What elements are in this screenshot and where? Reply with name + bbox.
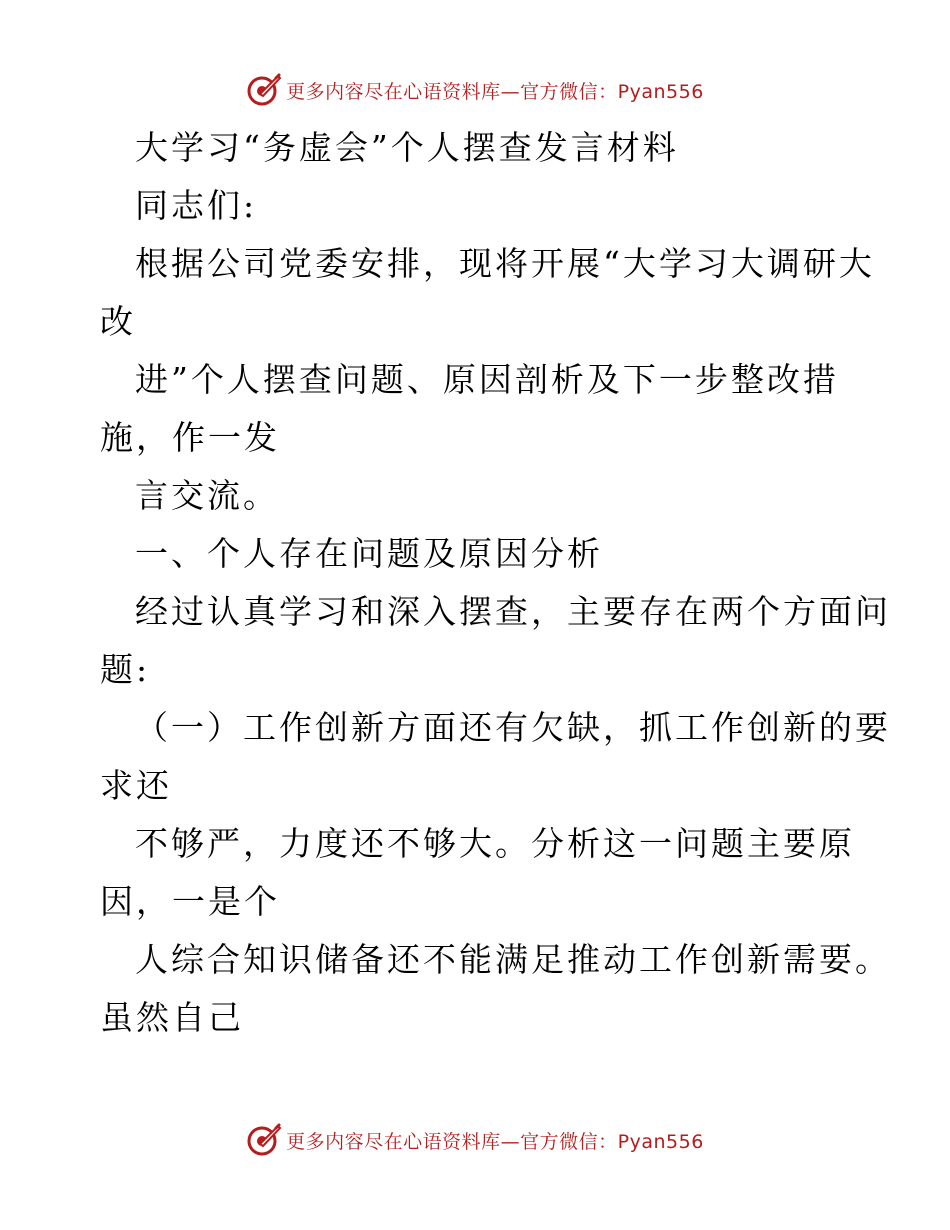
paragraph-line: 不够严，力度还不够大。分析这一问题主要原 [135, 824, 855, 863]
quill-pen-logo-icon [246, 1122, 282, 1158]
watermark-text: 更多内容尽在心语资料库—官方微信：Pyan556 [286, 80, 704, 103]
subsection-heading: （一）工作创新方面还有欠缺，抓工作创新的要 [135, 708, 891, 747]
paragraph-line: 求还 [100, 766, 172, 805]
paragraph-line: 经过认真学习和深入摆查，主要存在两个方面问 [135, 592, 891, 631]
paragraph-line: 题: [100, 650, 151, 689]
paragraph-line: 施，作一发 [100, 418, 280, 457]
paragraph-line: 根据公司党委安排，现将开展“大学习大调研大 [135, 244, 875, 283]
footer-watermark [0, 1120, 950, 1160]
section-heading: 一、个人存在问题及原因分析 [135, 534, 603, 573]
watermark-text: 更多内容尽在心语资料库—官方微信：Pyan556 [286, 1130, 704, 1153]
paragraph-line: 因，一是个 [100, 882, 280, 921]
paragraph-line: 言交流。 [135, 476, 279, 515]
salutation: 同志们: [135, 186, 258, 225]
header-watermark [0, 70, 950, 110]
paragraph-line: 虽然自己 [100, 998, 244, 1037]
quill-pen-logo-icon [246, 72, 282, 108]
paragraph-line: 改 [100, 302, 136, 341]
paragraph-line: 进”个人摆查问题、原因剖析及下一步整改措 [135, 360, 839, 399]
document-title: 大学习“务虚会”个人摆查发言材料 [135, 128, 679, 167]
paragraph-line: 人综合知识储备还不能满足推动工作创新需要。 [135, 940, 891, 979]
